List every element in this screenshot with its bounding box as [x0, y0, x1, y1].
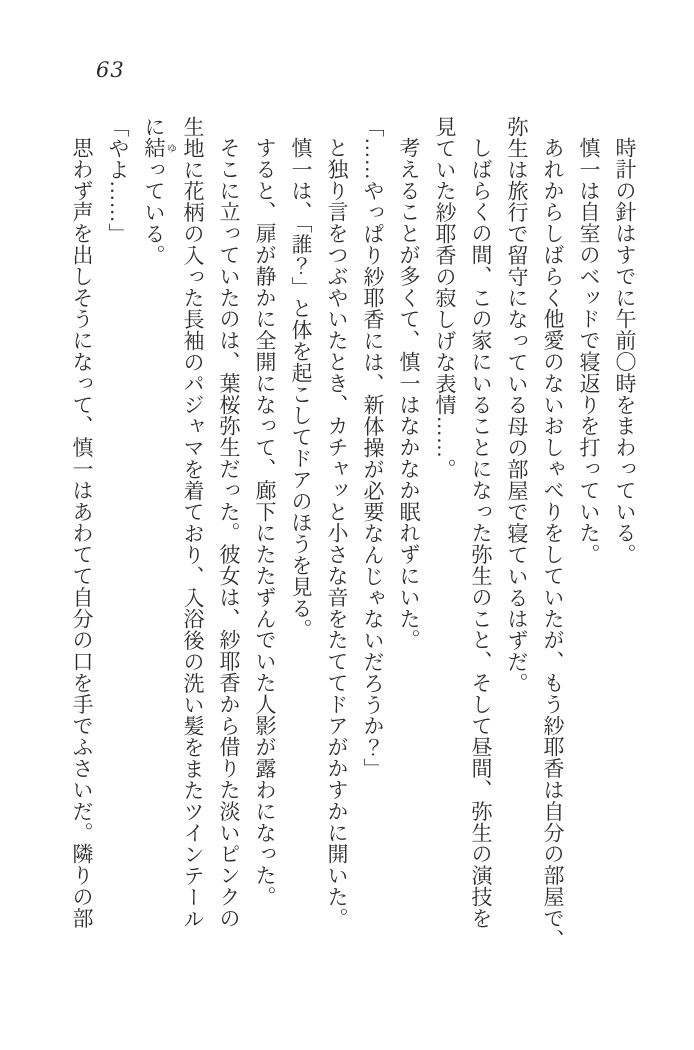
ruby-annotation: 結ゆ: [142, 137, 176, 159]
text-line: 見ていた紗耶香の寂しげな表情……。: [433, 116, 457, 480]
text-line: 「やよ……」: [106, 116, 130, 245]
text-line: 弥生は旅行で留守になっている母の部屋で寝ているはずだ。: [505, 116, 529, 694]
text-line: 慎一は自室のベッドで寝返りを打っていた。: [577, 137, 601, 565]
text-line: 「……やっぱり紗耶香には、新体操が必要なんじゃないだろうか？」: [361, 116, 385, 780]
text-line: 思わず声を出しそうになって、慎一はあわてて自分の口を手でふさいだ。隣りの部: [70, 137, 94, 929]
text-line: あれからしばらく他愛のないおしゃべりをしていたが、もう紗耶香は自分の部屋で、: [541, 137, 565, 951]
page-number: 63: [96, 58, 125, 82]
text-line: 考えることが多くて、慎一はなかなか眠れずにいた。: [397, 137, 421, 651]
text-line: すると、扉が静かに全開になって、廊下にたたずんでいた人影が露わになった。: [253, 137, 277, 908]
text-line: に結ゆっている。: [142, 116, 176, 266]
text-line: と独り言をつぶやいたとき、カチャッと小さな音をたててドアがかすかに開いた。: [325, 137, 349, 929]
text-line: 生地に花柄の入った長袖のパジャマを着ており、入浴後の洗い髪をまたツインテール: [181, 116, 205, 930]
text-line: 慎一は、「誰？」と体を起こしてドアのほうを見る。: [289, 137, 313, 641]
text-line: 時計の針はすでに午前〇時をまわっている。: [613, 137, 637, 565]
text-block: [64, 116, 643, 960]
text-line: そこに立っていたのは、葉桜弥生だった。彼女は、紗耶香から借りた淡いピンクの: [217, 137, 241, 929]
text-line: しばらくの間、この家にいることになった弥生のこと、そして昼間、弥生の演技を: [469, 137, 493, 929]
